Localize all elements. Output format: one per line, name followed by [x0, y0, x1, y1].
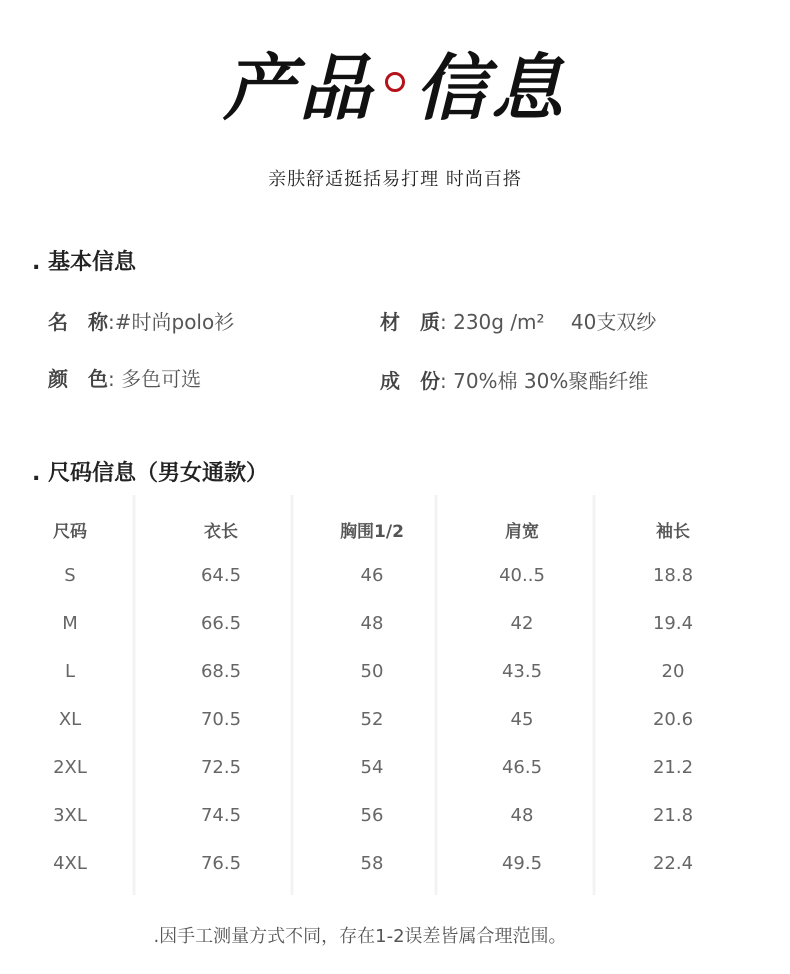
table-cell: 46.5 [501, 757, 543, 778]
table-column-header: 尺码 [53, 522, 87, 542]
info-name [48, 306, 234, 335]
table-cell: 74.5 [200, 805, 242, 826]
table-cell: 21.8 [652, 805, 694, 826]
table-cell: M [62, 613, 78, 634]
table-cell: S [64, 565, 76, 586]
table-cell: 58 [360, 853, 384, 874]
table-cell: 43.5 [501, 661, 543, 682]
table-cell: 56 [360, 805, 384, 826]
info-material [380, 306, 656, 335]
table-column-header: 袖长 [656, 522, 690, 542]
table-cell: 2XL [53, 757, 87, 778]
table-cell: 19.4 [652, 613, 694, 634]
subtitle: 亲肤舒适挺括易打理 时尚百搭 [268, 169, 522, 190]
table-cell: 45 [510, 709, 534, 730]
column-divider [592, 495, 596, 895]
info-label: 材 质 [380, 310, 440, 334]
table-cell: 46 [360, 565, 384, 586]
info-value: : 多色可选 [108, 367, 202, 391]
page-title [222, 45, 568, 130]
title-part-2: 信息 [415, 45, 568, 130]
table-cell: 4XL [53, 853, 87, 874]
table-cell: 42 [510, 613, 534, 634]
column-divider [132, 495, 136, 895]
table-cell: 3XL [53, 805, 87, 826]
table-column-header: 肩宽 [505, 522, 539, 542]
info-label: 颜 色 [48, 367, 108, 391]
table-cell: L [64, 661, 76, 682]
info-value: :#时尚polo衫 [108, 310, 235, 334]
title-block [0, 45, 790, 130]
column-divider [290, 495, 294, 895]
table-column-header: 衣长 [204, 522, 238, 542]
table-cell: 72.5 [200, 757, 242, 778]
table-cell: 40..5 [499, 565, 545, 586]
info-composition [380, 365, 648, 394]
table-cell: 21.2 [652, 757, 694, 778]
size-table [0, 495, 790, 895]
table-cell: 20 [661, 661, 685, 682]
table-column-header: 胸围1/2 [340, 522, 404, 542]
table-cell: 49.5 [501, 853, 543, 874]
info-color [48, 363, 201, 392]
info-value: : 70%棉 30%聚酯纤维 [440, 369, 649, 393]
table-cell: 48 [510, 805, 534, 826]
table-cell: 48 [360, 613, 384, 634]
table-cell: 52 [360, 709, 384, 730]
table-cell: 20.6 [652, 709, 694, 730]
table-cell: 18.8 [652, 565, 694, 586]
table-cell: 76.5 [200, 853, 242, 874]
column-divider [434, 495, 438, 895]
table-cell: 70.5 [200, 709, 242, 730]
table-cell: 66.5 [200, 613, 242, 634]
table-cell: 68.5 [200, 661, 242, 682]
table-cell: 64.5 [200, 565, 242, 586]
size-info-heading: . 尺码信息（男女通款） [32, 461, 269, 486]
table-cell: 50 [360, 661, 384, 682]
circle-dot-icon [385, 72, 405, 92]
table-cell: XL [58, 709, 82, 730]
table-cell: 22.4 [652, 853, 694, 874]
basic-info-heading: . 基本信息 [32, 250, 137, 275]
info-label: 成 份 [380, 369, 440, 393]
measurement-note: .因手工测量方式不同，存在1-2误差皆属合理范围。 [153, 926, 567, 947]
info-label: 名 称 [48, 310, 108, 334]
info-value: : 230g /m² 40支双纱 [440, 310, 657, 334]
table-cell: 54 [360, 757, 384, 778]
title-part-1: 产品 [222, 45, 375, 130]
